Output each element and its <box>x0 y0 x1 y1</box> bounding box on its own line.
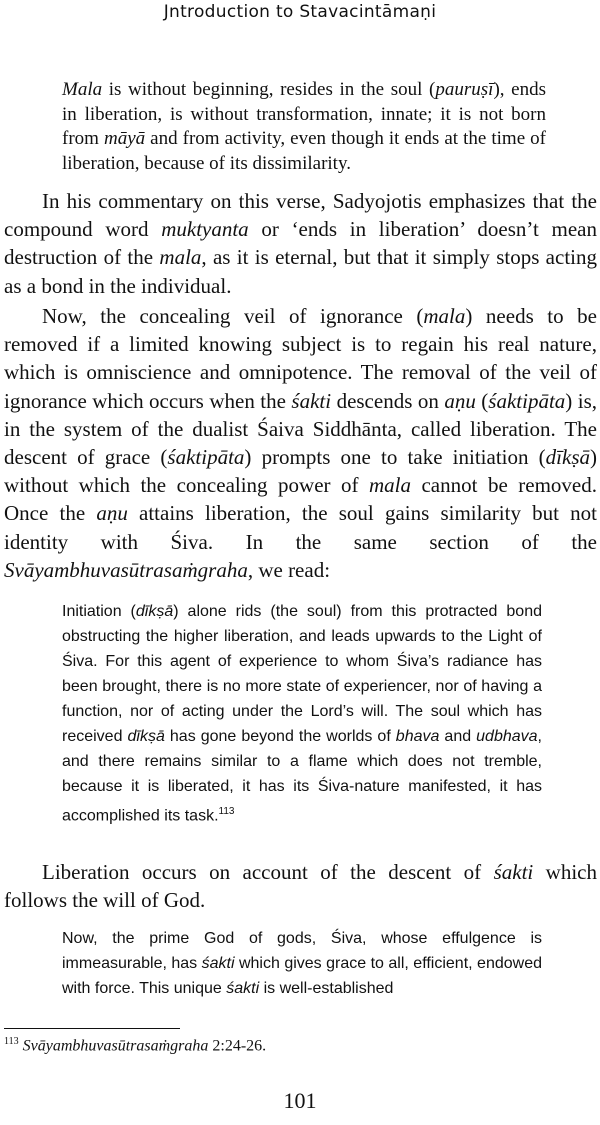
block-quote-3: Now, the prime God of gods, Śiva, whose effulgence is immeasurable, has śakti which gives grace to all, efficient, endowed with force. This unique śakti is well-established <box>62 930 542 997</box>
footnote: $^{113}$ Svāyambhuvasūtrasaṁgraha 2:24-26. <box>4 1036 267 1055</box>
paragraph-1: In his commentary on this verse, Sadyojotis emphasizes that the compound word muktyanta or ‘ends in liberation’ doesn’t mean destruction of the mala, as it is eternal, but that it simply stops acting as a bond in the individual. <box>4 189 597 298</box>
block-quote-2: Initiation (dīkṣā) alone rids (the soul) from this protracted bond obstructing the higher liberation, and leads upwards to the Light of Śiva. For this agent of experience to whom Śiva’s radiance has been brought, there is no more state of experiencer, nor of having a function, nor of acting under the Lord’s will. The soul which has received dīkṣā has gone beyond the worlds of bhava and udbhava, and there remains similar to a flame which does not tremble, because it is liberated, it has its Śiva-nature manifested, it has accomplished its task.$^{113}$ <box>62 603 542 825</box>
footnote-number: 113 <box>4 1036 19 1047</box>
running-head: Jntroduction to Stavacintāmaṇi <box>163 2 437 22</box>
block-quote-1: Mala is without beginning, resides in the soul (pauruṣī), ends in liberation, is without transformation, innate; it is not born from māyā and from activity, even though it ends at the time of liberation, because of its dissimilarity. <box>62 79 546 174</box>
paragraph-2: Now, the concealing veil of ignorance (mala) needs to be removed if a limited knowing subject is to regain his real nature, which is omniscience and omnipotence. The removal of the veil of ignorance which occurs when the śakti descends on aṇu (śaktipāta) is, in the system of the dualist Śaiva Siddhānta, called liberation. The descent of grace (śaktipāta) prompts one to take initiation (dīkṣā) without which the concealing power of mala cannot be removed. Once the aṇu attains liberation, the soul gains similarity but not identity with Śiva. In the same section of the Svāyambhuvasūtrasaṁgraha, we read: <box>4 304 598 582</box>
footnote-rule <box>4 1028 180 1029</box>
page-number: 101 <box>283 1088 317 1113</box>
paragraph-3: Liberation occurs on account of the descent of śakti which follows the will of God. <box>4 860 597 913</box>
footnote-ref-113: 113 <box>218 806 235 817</box>
